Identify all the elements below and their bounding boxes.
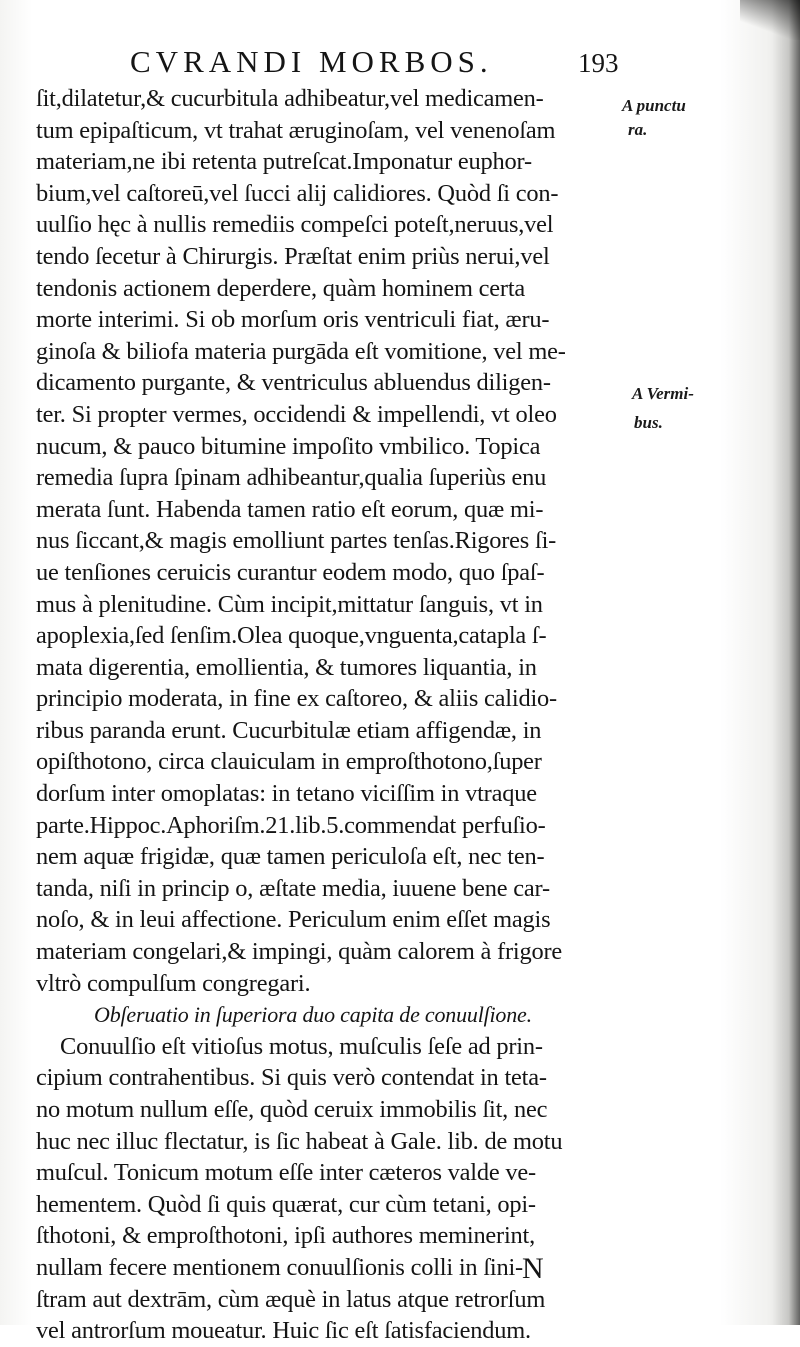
page-corner-shadow: [740, 0, 800, 40]
text-line: tanda, niſi in princip o, æſtate media, iuuene bene car-: [36, 874, 550, 902]
text-line: mus à plenitudine. Cùm incipit,mittatur ſanguis, vt in: [36, 590, 543, 618]
text-line: ginoſa & biliofa materia purgāda eſt vomitione, vel me-: [36, 337, 566, 365]
signature-mark: N: [522, 1252, 544, 1285]
text-line: principio moderata, in fine ex caſtoreo, & aliis calidio-: [36, 685, 557, 713]
text-line: dicamento purgante, & ventriculus abluendus diligen-: [36, 369, 551, 397]
text-line: dorſum inter omoplatas: in tetano viciſſim in vtraque: [36, 780, 537, 808]
text-line: ue tenſiones ceruicis curantur eodem modo, quo ſpaſ-: [36, 558, 545, 586]
text-line: tendo ſecetur à Chirurgis. Præſtat enim priùs nerui,vel: [36, 242, 550, 270]
text-line: hementem. Quòd ſi quis quærat, cur cùm tetani, opi-: [36, 1190, 536, 1218]
text-line: parte.Hippoc.Aphoriſm.21.lib.5.commendat perfuſio-: [36, 811, 546, 839]
text-line: merata ſunt. Habenda tamen ratio eſt eorum, quæ mi-: [36, 495, 544, 523]
text-line: cipium contrahentibus. Si quis verò contendat in teta-: [36, 1064, 547, 1092]
text-line: vel antrorſum moueatur. Huic ſic eſt ſatisfaciendum.: [36, 1317, 531, 1345]
text-line: nullam fecere mentionem conuulſionis colli in ſini-: [36, 1253, 523, 1281]
marginal-note: A Vermi-: [632, 384, 694, 403]
body-text: [36, 83, 618, 1347]
text-line: morte interimi. Si ob morſum oris ventriculi fiat, æru-: [36, 306, 550, 334]
text-line: noſo, & in leui affectione. Periculum enim eſſet magis: [36, 906, 551, 934]
text-line: apoplexia,ſed ſenſim.Olea quoque,vnguenta,catapla ſ-: [36, 622, 547, 650]
text-line: ter. Si propter vermes, occidendi & impellendi, vt oleo: [36, 400, 557, 428]
text-line: nus ſiccant,& magis emolliunt partes tenſas.Rigores ſi-: [36, 527, 557, 555]
text-line: opiſthotono, circa clauiculam in emproſthotono,ſuper: [36, 748, 542, 776]
text-line: nem aquæ frigidæ, quæ tamen periculoſa eſt, nec ten-: [36, 843, 545, 871]
page-edge-shadow: [772, 0, 800, 1325]
page-number: 193: [578, 48, 619, 78]
text-line: remedia ſupra ſpinam adhibeantur,qualia ſuperiùs enu: [36, 464, 547, 492]
text-line: bium,vel caſtoreū,vel ſucci alij calidiores. Quòd ſi con-: [36, 179, 559, 207]
text-line: uulſio hęc à nullis remediis compeſci poteſt,neruus,vel: [36, 211, 554, 239]
text-line: tum epipaſticum, vt trahat æruginoſam, vel venenoſam: [36, 116, 556, 144]
marginal-note: ra.: [628, 120, 648, 139]
text-line: ſthotoni, & emproſthotoni, ipſi authores meminerint,: [36, 1222, 536, 1250]
text-line: Conuulſio eſt vitioſus motus, muſculis ſeſe ad prin-: [60, 1032, 543, 1060]
text-line: ribus paranda erunt. Cucurbitulæ etiam affigendæ, in: [36, 716, 542, 744]
text-line: no motum nullum eſſe, quòd ceruix immobilis ſit, nec: [36, 1096, 548, 1123]
text-line: nucum, & pauco bitumine impoſito vmbilico. Topica: [36, 432, 541, 460]
text-line: vltrò compulſum congregari.: [36, 969, 311, 997]
text-line: materiam,ne ibi retenta putreſcat.Imponatur euphor-: [36, 148, 532, 176]
text-line: mata digerentia, emollientia, & tumores liquantia, in: [36, 653, 537, 681]
text-line: ſit,dilatetur,& cucurbitula adhibeatur,vel medicamen-: [36, 85, 544, 112]
page-header: [130, 44, 640, 84]
marginal-note: A punctu: [622, 96, 686, 115]
text-line: muſcul. Tonicum motum eſſe inter cæteros valde ve-: [36, 1159, 536, 1187]
running-head: CVRANDI MORBOS.: [130, 44, 493, 79]
text-line: tendonis actionem deperdere, quàm hominem certa: [36, 274, 526, 302]
marginal-note: bus.: [634, 413, 663, 432]
text-line: materiam congelari,& impingi, quàm calorem à frigore: [36, 938, 562, 966]
text-line: ſtram aut dextrām, cùm æquè in latus atque retrorſum: [36, 1285, 546, 1313]
section-heading: Obſeruatio in ſuperiora duo capita de conuulſione.: [94, 1002, 532, 1028]
text-line: huc nec illuc flectatur, is ſic habeat à Gale. lib. de motu: [36, 1127, 563, 1155]
